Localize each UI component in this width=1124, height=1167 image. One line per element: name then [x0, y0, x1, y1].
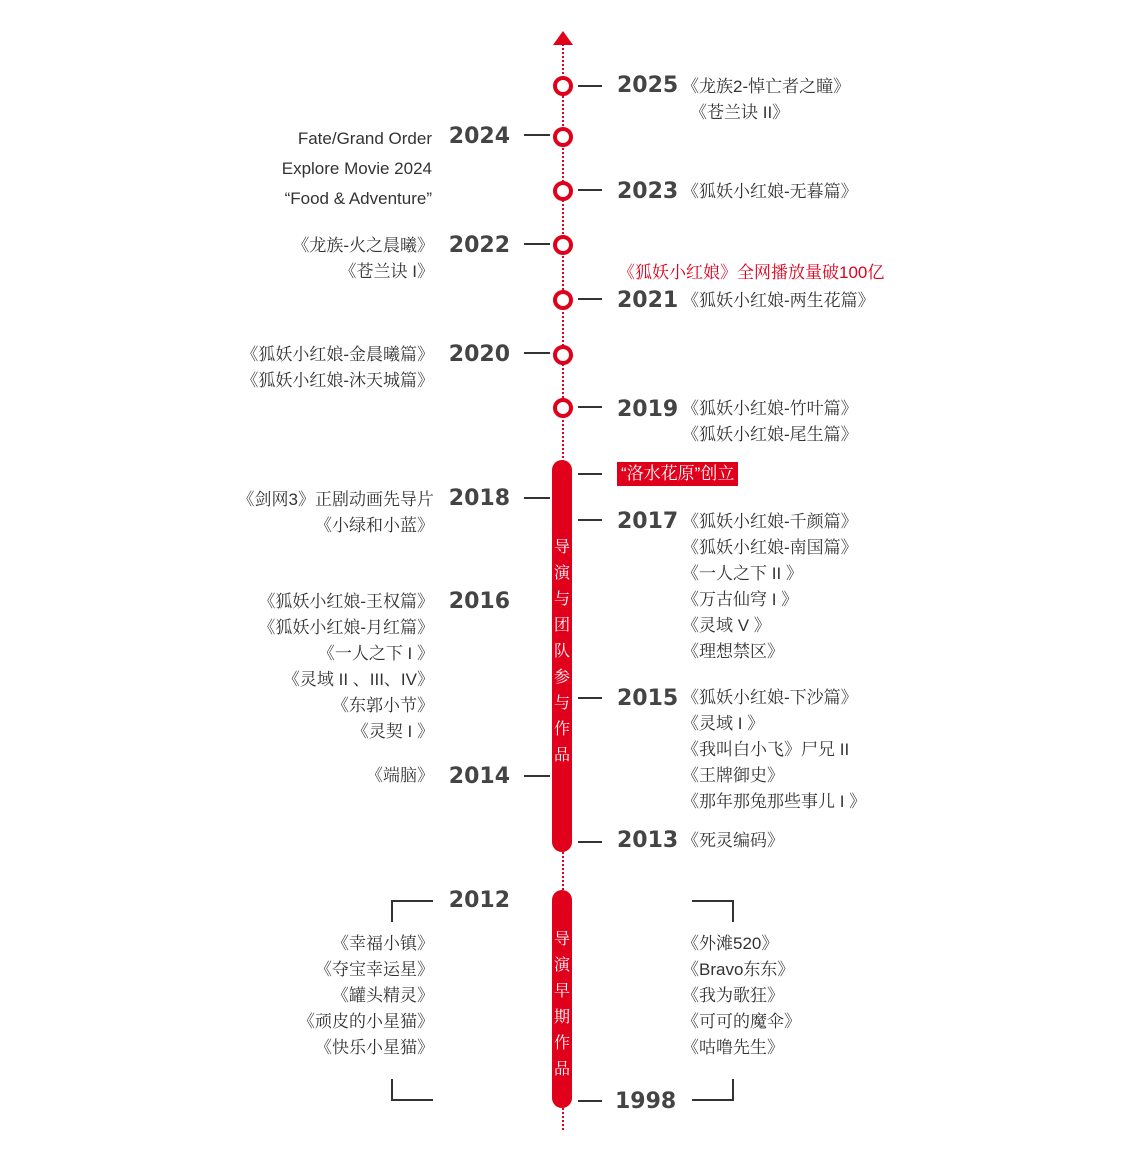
work-item: 《狐妖小红娘-下沙篇》 — [682, 688, 858, 707]
work-item: 《夺宝幸运星》 — [315, 960, 434, 979]
tick-2018 — [524, 497, 550, 499]
tick-1998 — [578, 1100, 602, 1102]
work-item: 《我叫白小飞》尸兄 II — [682, 740, 850, 759]
work-item: 《小绿和小蓝》 — [315, 516, 434, 535]
work-item: 《端脑》 — [366, 766, 434, 785]
year-2021: 2021 — [617, 288, 679, 313]
bar-label-char: 演 — [553, 565, 570, 582]
work-item: 《快乐小星猫》 — [315, 1038, 434, 1057]
early-works-left — [200, 931, 434, 1061]
work-item: 《罐头精灵》 — [332, 986, 434, 1005]
bar-label-char: 导 — [553, 539, 570, 556]
work-item: 《灵域 I 》 — [682, 714, 765, 733]
year-1998: 1998 — [615, 1089, 677, 1114]
work-item: Explore Movie 2024 — [281, 159, 432, 178]
work-item: 《狐妖小红娘-千颜篇》 — [682, 512, 858, 531]
year-2019: 2019 — [617, 397, 679, 422]
bracket-top-right — [692, 900, 734, 922]
work-item: 《外滩520》 — [682, 934, 779, 953]
early-works-label — [552, 927, 572, 1083]
work-item: 《东郭小节》 — [332, 696, 434, 715]
node-2023 — [553, 181, 573, 201]
work-item: 《我为歌狂》 — [682, 986, 784, 1005]
milestone-note: 《狐妖小红娘》全网播放量破100亿 — [618, 263, 885, 282]
year-2013: 2013 — [617, 828, 679, 853]
bar-label-char: 导 — [553, 931, 570, 948]
work-item: 《狐妖小红娘-竹叶篇》 — [682, 399, 858, 418]
bar-label-char: 品 — [553, 747, 570, 764]
bar-label-char: 团 — [553, 617, 570, 634]
work-item: 《狐妖小红娘-尾生篇》 — [682, 425, 858, 444]
founding-badge: “洛水花原”创立 — [617, 462, 738, 486]
work-item: 《那年那兔那些事儿 I 》 — [682, 792, 867, 811]
work-item: 《理想禁区》 — [682, 642, 784, 661]
tick-2025 — [578, 85, 602, 87]
team-works-label — [552, 535, 572, 769]
work-item: 《狐妖小红娘-两生花篇》 — [682, 291, 875, 310]
work-item: 《灵契 I 》 — [351, 722, 434, 741]
node-2020 — [553, 345, 573, 365]
work-item: 《Bravo东东》 — [682, 960, 795, 979]
tick-2013 — [578, 841, 602, 843]
works-2019 — [682, 396, 858, 448]
tick-2022 — [524, 243, 550, 245]
bar-label-char: 期 — [553, 1009, 570, 1026]
works-2023 — [682, 179, 858, 205]
year-2015: 2015 — [617, 686, 679, 711]
work-item: 《灵域 V 》 — [682, 616, 771, 635]
work-item: 《苍兰诀 I》 — [339, 262, 434, 281]
work-item: 《一人之下 I 》 — [317, 644, 434, 663]
year-2018: 2018 — [448, 486, 510, 511]
year-2016: 2016 — [448, 589, 510, 614]
bar-label-char: 与 — [553, 591, 570, 608]
work-item: 《苍兰诀 II》 — [690, 103, 790, 122]
year-2012: 2012 — [448, 888, 510, 913]
node-2021 — [553, 290, 573, 310]
bar-label-char: 队 — [553, 643, 570, 660]
work-item: 《灵域 II 、III、IV》 — [282, 670, 434, 689]
node-2019 — [553, 398, 573, 418]
tick-2014 — [524, 775, 550, 777]
node-2022 — [553, 235, 573, 255]
year-2025: 2025 — [617, 73, 679, 98]
works-2016 — [200, 589, 434, 745]
work-item: 《龙族2-悼亡者之瞳》 — [682, 77, 851, 96]
works-2013 — [682, 828, 784, 854]
tick-2020 — [524, 352, 550, 354]
bar-label-char: 品 — [553, 1061, 570, 1078]
work-item: 《龙族-火之晨曦》 — [292, 236, 434, 255]
works-2017 — [682, 509, 858, 665]
bar-label-char: 参 — [553, 669, 570, 686]
tick-2021 — [578, 298, 602, 300]
bar-label-char: 作 — [553, 1035, 570, 1052]
node-2025 — [553, 76, 573, 96]
tick-2015 — [578, 697, 602, 699]
works-2020 — [200, 342, 434, 394]
work-item: 《狐妖小红娘-王权篇》 — [258, 592, 434, 611]
works-2025 — [682, 74, 850, 126]
work-item: Fate/Grand Order — [297, 129, 432, 148]
year-2017: 2017 — [617, 509, 679, 534]
work-item: 《一人之下 II 》 — [682, 564, 803, 583]
work-item: 《狐妖小红娘-无暮篇》 — [682, 182, 858, 201]
bracket-bottom-right — [692, 1079, 734, 1101]
work-item: 《可可的魔伞》 — [682, 1012, 801, 1031]
work-item: 《狐妖小红娘-金晨曦篇》 — [241, 345, 434, 364]
works-2022 — [200, 233, 434, 285]
work-item: 《死灵编码》 — [682, 831, 784, 850]
work-item: 《王牌御史》 — [682, 766, 784, 785]
year-2022: 2022 — [448, 233, 510, 258]
work-item: 《剑网3》正剧动画先导片 — [237, 490, 434, 509]
node-2024 — [553, 127, 573, 147]
work-item: 《顽皮的小星猫》 — [298, 1012, 434, 1031]
works-2015 — [682, 685, 866, 815]
bar-label-char: 与 — [553, 695, 570, 712]
bar-label-char: 演 — [553, 957, 570, 974]
work-item: “Food & Adventure” — [284, 189, 432, 208]
works-2024 — [230, 124, 432, 214]
works-2014 — [200, 763, 434, 789]
work-item: 《狐妖小红娘-沐天城篇》 — [241, 371, 434, 390]
early-works-right — [682, 931, 801, 1061]
work-item: 《狐妖小红娘-南国篇》 — [682, 538, 858, 557]
works-2021 — [682, 288, 875, 314]
work-item: 《万古仙穹 I 》 — [682, 590, 799, 609]
bracket-top-left — [391, 900, 433, 922]
year-2024: 2024 — [448, 124, 510, 149]
work-item: 《幸福小镇》 — [332, 934, 434, 953]
year-2020: 2020 — [448, 342, 510, 367]
bar-label-char: 作 — [553, 721, 570, 738]
tick-2017 — [578, 519, 602, 521]
tick-2024 — [524, 134, 550, 136]
work-item: 《咕噜先生》 — [682, 1038, 784, 1057]
tick-2019 — [578, 406, 602, 408]
works-2018 — [200, 487, 434, 539]
tick-founding — [578, 473, 602, 475]
year-2023: 2023 — [617, 179, 679, 204]
year-2014: 2014 — [448, 764, 510, 789]
tick-2023 — [578, 189, 602, 191]
bracket-bottom-left — [391, 1079, 433, 1101]
bar-label-char: 早 — [553, 983, 570, 1000]
work-item: 《狐妖小红娘-月红篇》 — [258, 618, 434, 637]
arrow-up-icon — [553, 31, 573, 45]
